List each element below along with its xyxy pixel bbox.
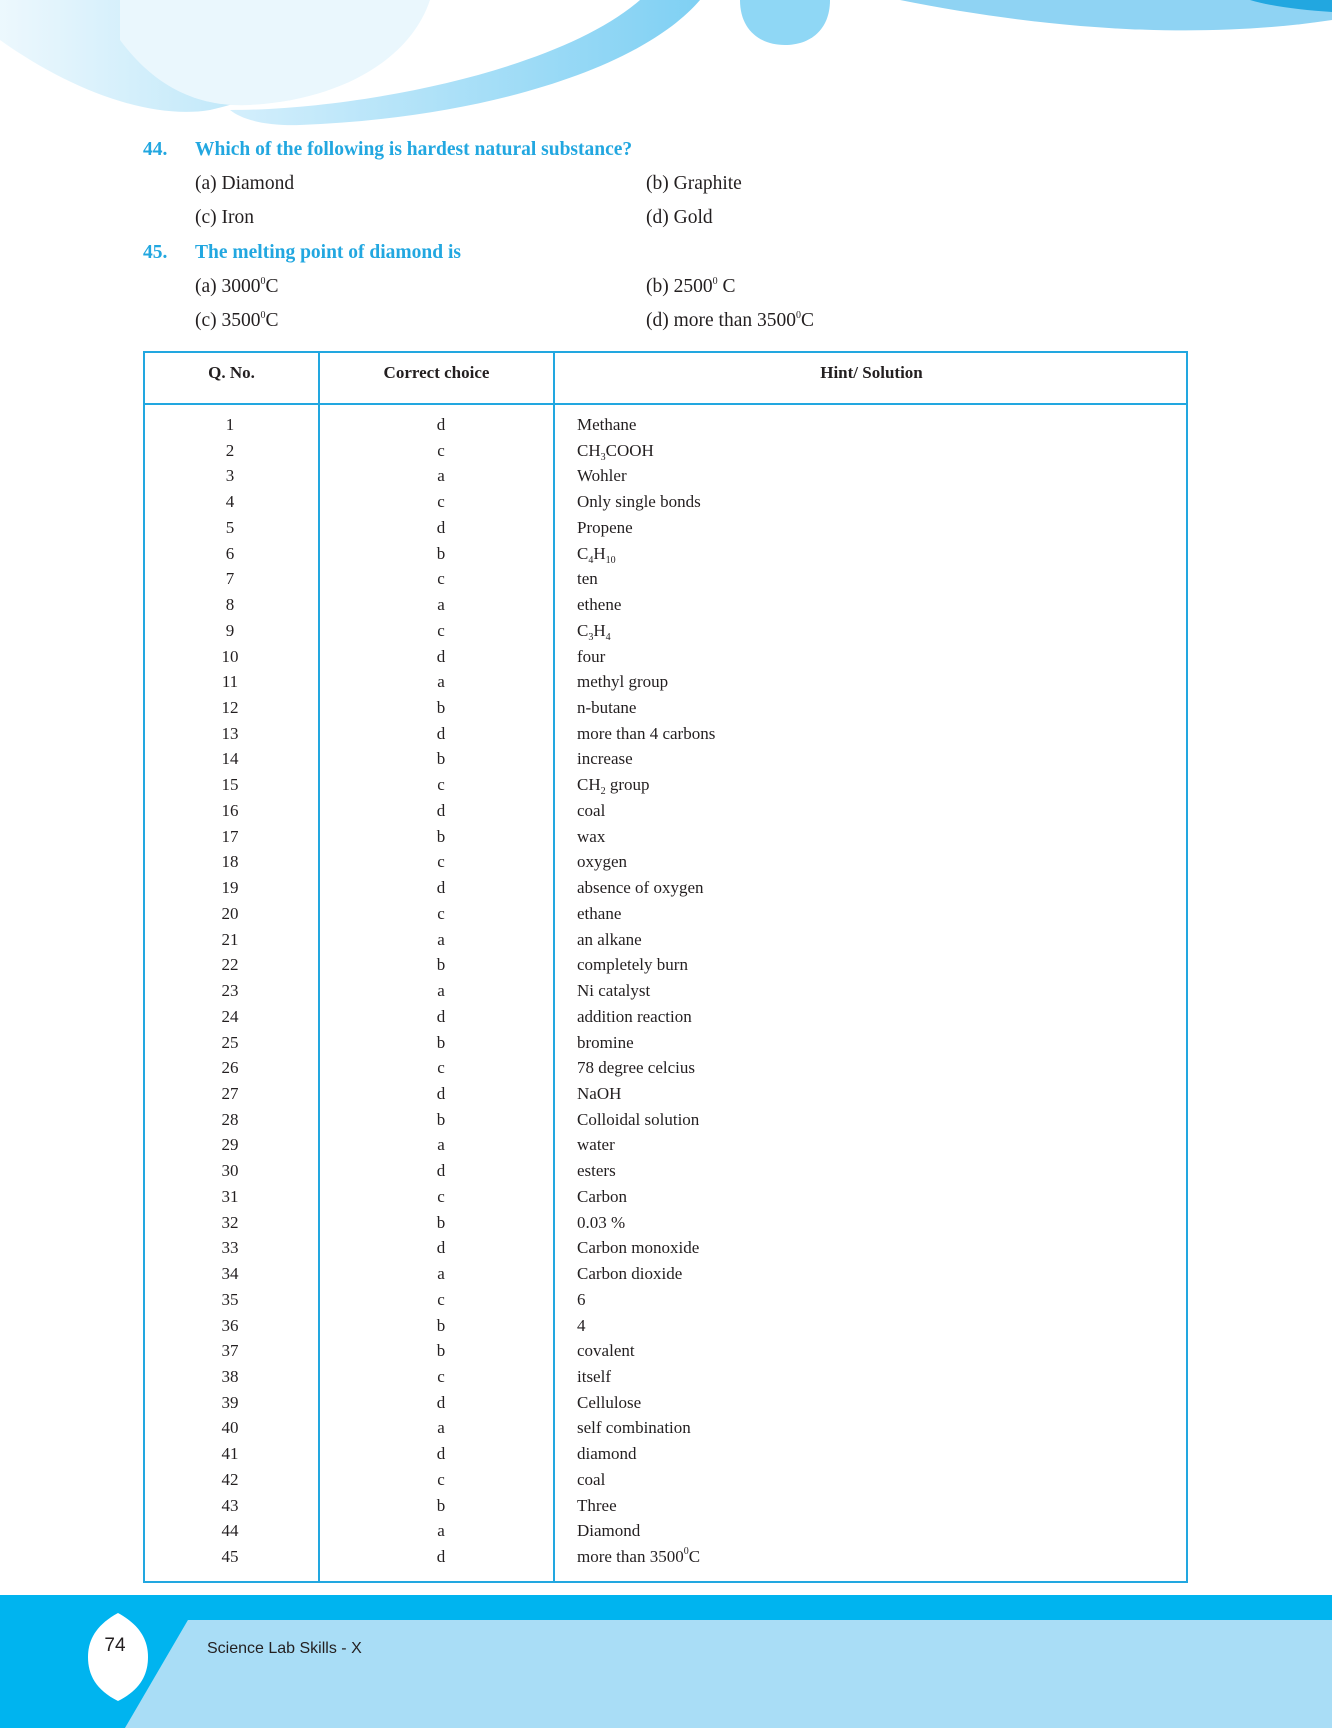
correct-choice-cell: d xyxy=(436,646,446,666)
hint-cell: ethene xyxy=(577,595,622,615)
question-no-cell: 41 xyxy=(221,1444,239,1464)
table-row xyxy=(145,1161,1186,1187)
table-row xyxy=(145,1444,1186,1470)
question-no-cell: 8 xyxy=(225,595,235,615)
correct-choice-cell: b xyxy=(436,1495,446,1515)
hint-cell: covalent xyxy=(577,1341,635,1361)
hint-cell: methyl group xyxy=(577,672,669,692)
table-row xyxy=(145,1110,1186,1136)
correct-choice-cell: d xyxy=(436,723,446,743)
question-no-cell: 39 xyxy=(221,1392,239,1412)
correct-choice-cell: a xyxy=(437,672,445,692)
question-no-cell: 33 xyxy=(221,1238,239,1258)
question-no-cell: 44 xyxy=(221,1521,239,1541)
hint-cell: ethane xyxy=(577,903,622,923)
book-title: Science Lab Skills - X xyxy=(207,1640,362,1657)
question-no-cell: 10 xyxy=(221,646,239,666)
table-row xyxy=(145,698,1186,724)
correct-choice-cell: b xyxy=(436,1315,446,1335)
correct-choice-cell: c xyxy=(437,1058,445,1078)
question-no-cell: 11 xyxy=(221,672,239,692)
correct-choice-cell: b xyxy=(436,1109,446,1129)
hint-cell: ten xyxy=(577,569,598,589)
question-no-cell: 20 xyxy=(221,903,239,923)
hint-cell: addition reaction xyxy=(577,1006,692,1026)
hint-cell: bromine xyxy=(577,1032,634,1052)
correct-choice-cell: d xyxy=(436,1083,446,1103)
table-row xyxy=(145,1367,1186,1393)
table-row xyxy=(145,621,1186,647)
question-no-cell: 25 xyxy=(221,1032,239,1052)
table-row xyxy=(145,1264,1186,1290)
correct-choice-cell: d xyxy=(436,1161,446,1181)
table-row xyxy=(145,1033,1186,1059)
option-a: (a) Diamond xyxy=(195,173,295,194)
table-row xyxy=(145,981,1186,1007)
table-row xyxy=(145,518,1186,544)
question-no-cell: 17 xyxy=(221,826,239,846)
question-no-cell: 29 xyxy=(221,1135,239,1155)
answer-table xyxy=(143,351,1188,1583)
table-row xyxy=(145,1187,1186,1213)
correct-choice-cell: c xyxy=(437,1367,445,1386)
table-row xyxy=(145,827,1186,853)
question-no-cell: 12 xyxy=(221,698,239,718)
hint-cell: oxygen xyxy=(577,852,628,872)
correct-choice-cell: b xyxy=(436,826,446,846)
correct-choice-cell: b xyxy=(436,749,446,769)
question-no-cell: 23 xyxy=(221,981,239,1001)
hint-cell: increase xyxy=(577,749,633,769)
correct-choice-cell: a xyxy=(437,466,445,486)
hint-cell: $C_3H_4$ xyxy=(577,620,611,643)
question-no-cell: 6 xyxy=(225,543,235,563)
table-row xyxy=(145,1084,1186,1110)
question-no-cell: 19 xyxy=(221,878,239,898)
hint-cell: esters xyxy=(577,1161,616,1181)
question-no-cell: 1 xyxy=(225,415,235,434)
correct-choice-cell: a xyxy=(437,1264,445,1284)
hint-cell: water xyxy=(577,1135,615,1155)
correct-choice-cell: a xyxy=(437,595,445,615)
hint-cell: 0.03 % xyxy=(577,1212,626,1232)
table-row xyxy=(145,544,1186,570)
option-c: (c) 3500$^0$C xyxy=(195,310,279,331)
correct-choice-cell: d xyxy=(436,517,446,537)
correct-choice-cell: c xyxy=(437,775,445,795)
question-no-cell: 15 xyxy=(221,775,239,795)
question-no-cell: 9 xyxy=(225,620,235,640)
question-no-cell: 37 xyxy=(221,1341,239,1361)
hint-cell: more than 3500$^0$C xyxy=(577,1546,701,1567)
table-row xyxy=(145,1393,1186,1419)
table-row xyxy=(145,1418,1186,1444)
correct-choice-cell: b xyxy=(436,543,446,563)
hint-cell: $CH_2$ group xyxy=(577,775,650,798)
hint-cell: more than 4 carbons xyxy=(577,723,716,743)
table-row xyxy=(145,724,1186,750)
question-no-cell: 40 xyxy=(221,1418,239,1438)
header-divider xyxy=(145,403,1186,405)
table-row xyxy=(145,569,1186,595)
question-no-cell: 30 xyxy=(221,1161,239,1181)
question-no-cell: 28 xyxy=(221,1109,239,1129)
hint-cell: Carbon dioxide xyxy=(577,1264,683,1284)
table-row xyxy=(145,1213,1186,1239)
correct-choice-cell: d xyxy=(436,1006,446,1026)
hint-cell: 4 xyxy=(577,1315,586,1335)
option-a: (a) 3000$^0$C xyxy=(195,276,279,297)
option-b: (b) 2500$^0$ C xyxy=(646,276,736,297)
correct-choice-cell: c xyxy=(437,903,445,923)
hint-cell: Wohler xyxy=(577,466,627,486)
table-row xyxy=(145,415,1186,441)
question-no-cell: 22 xyxy=(221,955,239,975)
hint-cell: Diamond xyxy=(577,1521,641,1541)
hint-cell: Carbon monoxide xyxy=(577,1238,700,1258)
question-no-cell: 24 xyxy=(221,1006,239,1026)
hint-cell: Ni catalyst xyxy=(577,981,651,1001)
table-row xyxy=(145,955,1186,981)
footer-band xyxy=(0,1595,1332,1728)
correct-choice-cell: c xyxy=(437,492,445,512)
hint-cell: 78 degree celcius xyxy=(577,1058,695,1078)
question-number: 45. xyxy=(143,242,168,263)
question-number: 44. xyxy=(143,139,168,160)
hint-cell: Colloidal solution xyxy=(577,1109,700,1129)
correct-choice-cell: a xyxy=(437,929,445,949)
hint-cell: an alkane xyxy=(577,929,642,949)
hint-cell: 6 xyxy=(577,1289,586,1309)
correct-choice-cell: b xyxy=(436,1341,446,1361)
table-row xyxy=(145,1238,1186,1264)
table-row xyxy=(145,466,1186,492)
hint-cell: self combination xyxy=(577,1418,691,1438)
hint-cell: diamond xyxy=(577,1444,637,1464)
hint-cell: Methane xyxy=(577,415,637,434)
correct-choice-cell: b xyxy=(436,1032,446,1052)
correct-choice-cell: a xyxy=(437,1418,445,1438)
question-no-cell: 38 xyxy=(221,1367,239,1386)
hint-cell: itself xyxy=(577,1367,611,1386)
correct-choice-cell: d xyxy=(436,415,446,434)
hint-cell: completely burn xyxy=(577,955,688,975)
table-row xyxy=(145,904,1186,930)
question-no-cell: 7 xyxy=(225,569,235,589)
question-no-cell: 16 xyxy=(221,800,239,820)
correct-choice-cell: a xyxy=(437,1135,445,1155)
correct-choice-cell: c xyxy=(437,569,445,589)
table-row xyxy=(145,878,1186,904)
correct-choice-cell: d xyxy=(436,1238,446,1258)
header-qno: Q. No. xyxy=(208,363,255,382)
table-row xyxy=(145,1470,1186,1496)
table-row xyxy=(145,441,1186,467)
table-row xyxy=(145,1496,1186,1522)
hint-cell: $C_4H_{10}$ xyxy=(577,543,616,566)
header-choice: Correct choice xyxy=(383,363,490,382)
table-row xyxy=(145,1547,1186,1573)
correct-choice-cell: c xyxy=(437,1186,445,1206)
correct-choice-cell: d xyxy=(436,800,446,820)
table-row xyxy=(145,930,1186,956)
correct-choice-cell: c xyxy=(437,1469,445,1489)
question-no-cell: 14 xyxy=(221,749,239,769)
question-text: The melting point of diamond is xyxy=(195,242,462,263)
question-no-cell: 43 xyxy=(221,1495,239,1515)
correct-choice-cell: c xyxy=(437,440,445,460)
hint-cell: wax xyxy=(577,826,606,846)
table-row xyxy=(145,1341,1186,1367)
option-d: (d) more than 3500$^0$C xyxy=(646,310,815,331)
header-hint: Hint/ Solution xyxy=(820,363,923,382)
question-no-cell: 35 xyxy=(221,1289,239,1309)
correct-choice-cell: b xyxy=(436,698,446,718)
hint-cell: Only single bonds xyxy=(577,492,701,512)
question-text: Which of the following is hardest natural substance? xyxy=(195,139,633,160)
page-number: 74 xyxy=(104,1635,126,1656)
option-c: (c) Iron xyxy=(195,207,255,228)
header-decoration xyxy=(0,0,1332,140)
question-no-cell: 2 xyxy=(225,440,235,460)
option-b: (b) Graphite xyxy=(646,173,742,194)
correct-choice-cell: d xyxy=(436,878,446,898)
question-no-cell: 45 xyxy=(221,1547,239,1567)
question-no-cell: 18 xyxy=(221,852,239,872)
question-no-cell: 36 xyxy=(221,1315,239,1335)
question-no-cell: 27 xyxy=(221,1083,239,1103)
table-row xyxy=(145,1135,1186,1161)
correct-choice-cell: d xyxy=(436,1444,446,1464)
correct-choice-cell: d xyxy=(436,1547,446,1567)
hint-cell: $CH_3COOH$ xyxy=(577,440,654,463)
table-row xyxy=(145,1521,1186,1547)
question-no-cell: 26 xyxy=(221,1058,239,1078)
table-row xyxy=(145,1007,1186,1033)
question-no-cell: 42 xyxy=(221,1469,239,1489)
correct-choice-cell: b xyxy=(436,1212,446,1232)
question-no-cell: 5 xyxy=(225,517,235,537)
correct-choice-cell: c xyxy=(437,1289,445,1309)
table-row xyxy=(145,647,1186,673)
hint-cell: Cellulose xyxy=(577,1392,642,1412)
table-row xyxy=(145,1290,1186,1316)
correct-choice-cell: b xyxy=(436,955,446,975)
correct-choice-cell: c xyxy=(437,852,445,872)
correct-choice-cell: a xyxy=(437,1521,445,1541)
question-no-cell: 4 xyxy=(225,492,235,512)
question-no-cell: 32 xyxy=(221,1212,239,1232)
question-no-cell: 21 xyxy=(221,929,239,949)
question-no-cell: 34 xyxy=(221,1264,239,1284)
option-d: (d) Gold xyxy=(646,207,713,228)
correct-choice-cell: c xyxy=(437,620,445,640)
hint-cell: coal xyxy=(577,800,606,820)
table-row xyxy=(145,775,1186,801)
hint-cell: Three xyxy=(577,1495,617,1515)
hint-cell: four xyxy=(577,646,606,666)
table-row xyxy=(145,852,1186,878)
table-row xyxy=(145,492,1186,518)
hint-cell: Carbon xyxy=(577,1186,628,1206)
correct-choice-cell: d xyxy=(436,1392,446,1412)
hint-cell: NaOH xyxy=(577,1083,622,1103)
hint-cell: n-butane xyxy=(577,698,637,718)
table-row xyxy=(145,672,1186,698)
table-row xyxy=(145,1316,1186,1342)
hint-cell: Propene xyxy=(577,517,633,537)
hint-cell: absence of oxygen xyxy=(577,878,704,898)
question-no-cell: 31 xyxy=(221,1186,239,1206)
question-no-cell: 13 xyxy=(221,723,239,743)
table-row xyxy=(145,801,1186,827)
table-row xyxy=(145,1058,1186,1084)
table-row xyxy=(145,595,1186,621)
correct-choice-cell: a xyxy=(437,981,445,1001)
table-row xyxy=(145,749,1186,775)
hint-cell: coal xyxy=(577,1469,606,1489)
question-no-cell: 3 xyxy=(225,466,235,486)
